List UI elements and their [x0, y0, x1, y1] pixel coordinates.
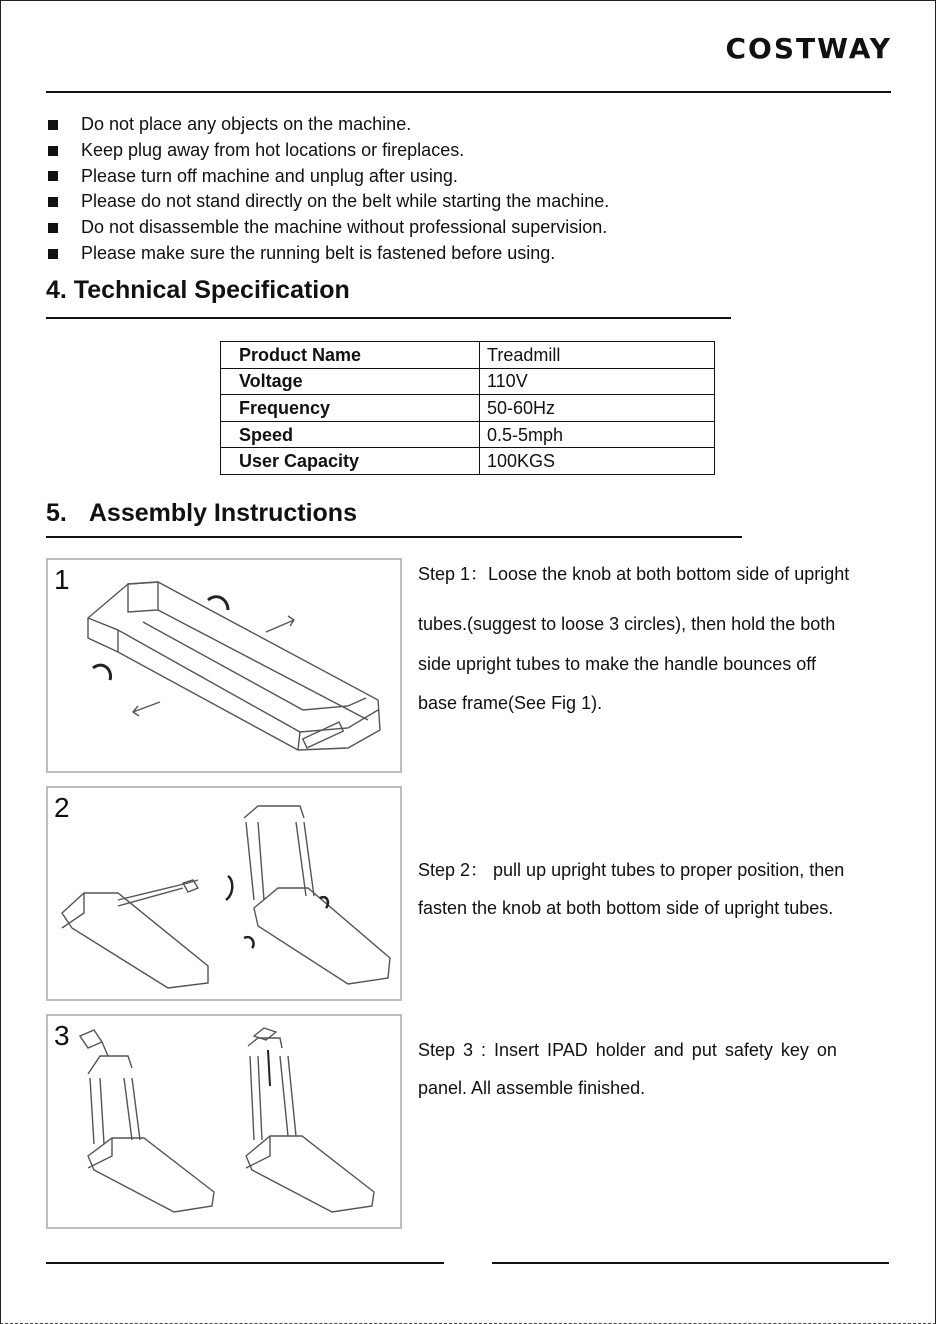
bullet-text: Please do not stand directly on the belt while starting the machine. — [81, 191, 610, 212]
spec-value: 110V — [480, 368, 715, 395]
step-2-text — [418, 851, 890, 927]
section-5-rule — [46, 536, 742, 538]
step-line: Step 3 : Insert IPAD holder and put safety key on — [418, 1040, 837, 1060]
treadmill-folded-illustration — [48, 560, 400, 771]
figure-3 — [46, 1014, 402, 1229]
section-4-heading: 4. Technical Specification — [46, 276, 350, 304]
bullet-text: Keep plug away from hot locations or fireplaces. — [81, 139, 465, 160]
table-row — [221, 395, 715, 422]
square-bullet-icon — [48, 120, 58, 130]
bullet-text: Please make sure the running belt is fastened before using. — [81, 242, 556, 263]
header-rule — [46, 91, 891, 93]
step-line: panel. All assemble finished. — [418, 1078, 646, 1098]
section-4-rule — [46, 317, 731, 319]
table-row — [221, 368, 715, 395]
spec-table — [220, 341, 715, 475]
brand-logo: COSTWAY — [725, 32, 892, 65]
section-5-title: Assembly Instructions — [88, 499, 357, 527]
footer-rule-right — [492, 1262, 889, 1264]
spec-label: Frequency — [221, 395, 480, 422]
spec-value: 100KGS — [480, 448, 715, 475]
table-row — [221, 421, 715, 448]
square-bullet-icon — [48, 223, 58, 233]
spec-value: 50-60Hz — [480, 395, 715, 422]
spec-label: Product Name — [221, 342, 480, 369]
bullet-item — [46, 164, 609, 190]
treadmill-assembled-illustration — [48, 1016, 400, 1227]
bullet-item — [46, 241, 609, 267]
treadmill-unfolding-illustration — [48, 788, 400, 999]
square-bullet-icon — [48, 249, 58, 259]
square-bullet-icon — [48, 146, 58, 156]
spec-label: User Capacity — [221, 448, 480, 475]
step-line: fasten the knob at both bottom side of upright tubes. — [418, 898, 834, 918]
table-row — [221, 342, 715, 369]
figure-number: 3 — [54, 1020, 70, 1051]
figure-number: 1 — [54, 564, 70, 595]
bullet-item — [46, 215, 609, 241]
spec-value: Treadmill — [480, 342, 715, 369]
section-5-heading — [46, 499, 357, 528]
bullet-text: Do not place any objects on the machine. — [81, 114, 412, 134]
step-line: side upright tubes to make the handle bounces off — [418, 653, 816, 674]
step-line: Step 2： pull up upright tubes to proper position, then — [418, 860, 845, 880]
step-line: tubes.(suggest to loose 3 circles), then hold the both — [418, 614, 836, 634]
figure-1 — [46, 558, 402, 773]
step-line: Step 1：Loose the knob at both bottom side of upright — [418, 564, 850, 584]
spec-label: Speed — [221, 421, 480, 448]
bullet-text: Do not disassemble the machine without professional supervision. — [81, 217, 608, 238]
spec-value: 0.5-5mph — [480, 421, 715, 448]
bullet-item — [46, 138, 609, 164]
step-1-text — [418, 561, 890, 724]
figure-2 — [46, 786, 402, 1001]
bullet-text: Please turn off machine and unplug after using. — [81, 165, 458, 186]
bullet-item — [46, 112, 609, 138]
spec-label: Voltage — [221, 368, 480, 395]
bullet-item — [46, 189, 609, 215]
square-bullet-icon — [48, 171, 58, 181]
step-3-text — [418, 1031, 890, 1107]
step-line: base frame(See Fig 1). — [418, 693, 603, 713]
figure-number: 2 — [54, 792, 70, 823]
safety-bullet-list — [46, 112, 609, 267]
section-5-number: 5. — [46, 499, 67, 527]
table-row — [221, 448, 715, 475]
footer-rule-left — [46, 1262, 444, 1264]
square-bullet-icon — [48, 197, 58, 207]
